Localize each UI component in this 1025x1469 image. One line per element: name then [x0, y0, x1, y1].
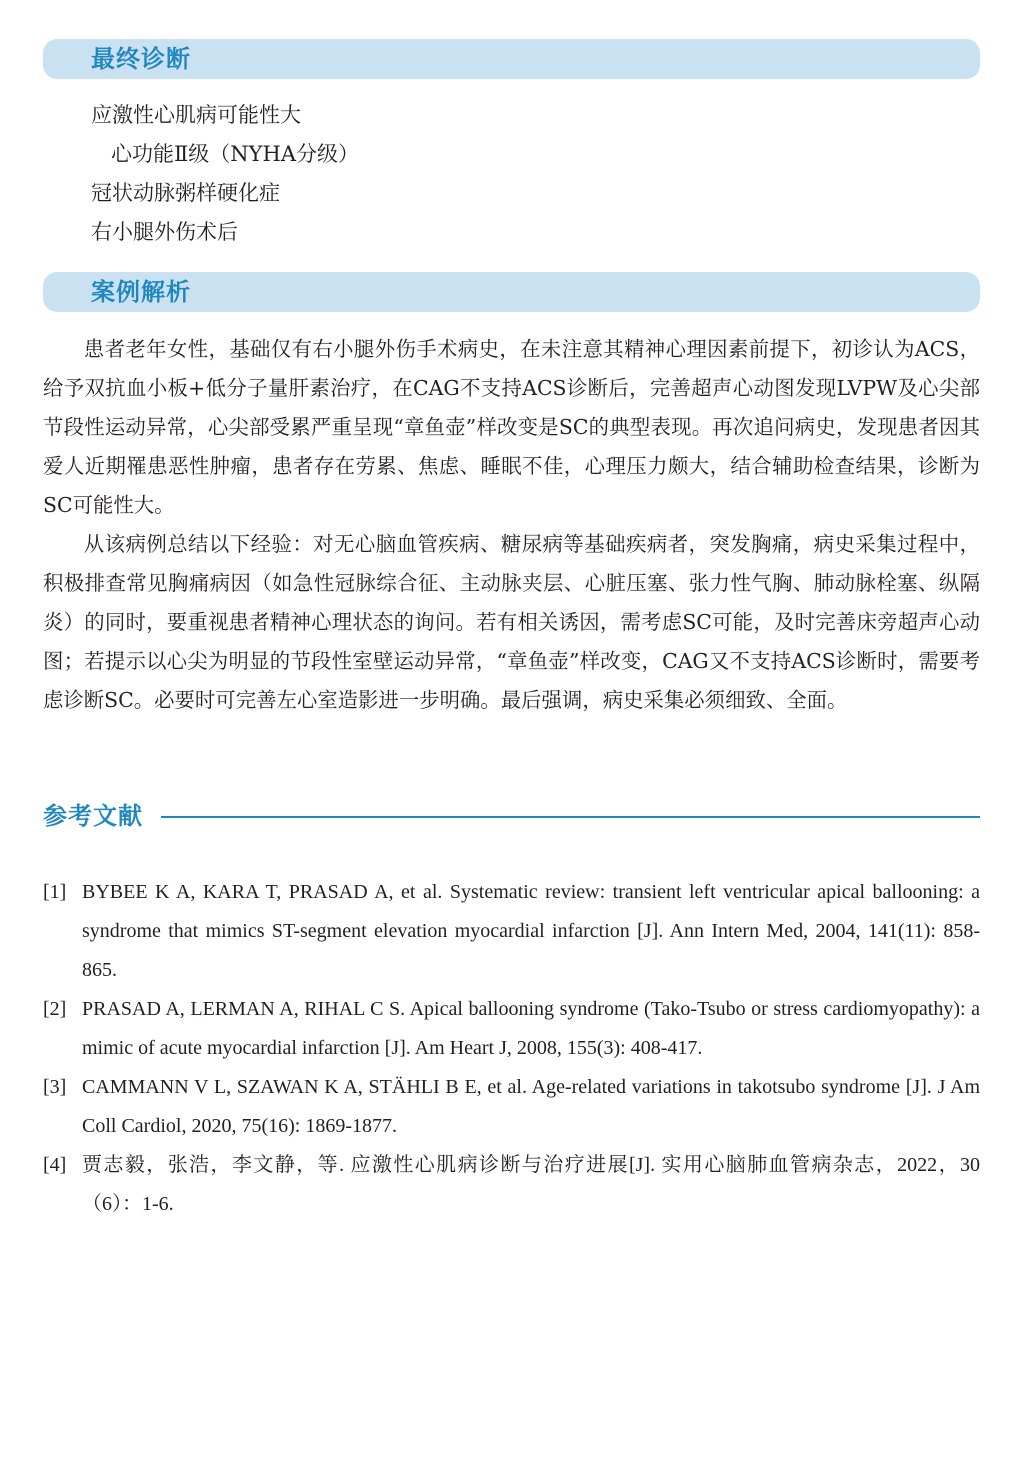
- case-analysis-title: 案例解析: [91, 278, 191, 306]
- reference-item: [43, 1146, 980, 1224]
- final-diagnosis-header: [43, 39, 980, 79]
- analysis-paragraph: 患者老年女性，基础仅有右小腿外伤手术病史，在未注意其精神心理因素前提下，初诊认为ACS，给予双抗血小板+低分子量肝素治疗，在CAG不支持ACS诊断后，完善超声心动图发现LVPW及心尖部节段性运动异常，心尖部受累严重呈现“章鱼壶”样改变是SC的典型表现。再次追问病史，发现患者因其爱人近期罹患恶性肿瘤，患者存在劳累、焦虑、睡眠不佳，心理压力颇大，结合辅助检查结果，诊断为SC可能性大。: [43, 337, 980, 517]
- reference-item: [43, 990, 980, 1068]
- case-analysis-body: [43, 330, 980, 720]
- case-analysis-header: [43, 272, 980, 312]
- reference-item: [43, 873, 980, 990]
- final-diagnosis-list: [91, 96, 359, 252]
- reference-number: [4]: [43, 1154, 67, 1176]
- diagnosis-item: 心功能Ⅱ级（NYHA分级）: [111, 142, 359, 166]
- diagnosis-item: 冠状动脉粥样硬化症: [91, 181, 280, 205]
- analysis-paragraph: 从该病例总结以下经验：对无心脑血管疾病、糖尿病等基础疾病者，突发胸痛，病史采集过程中，积极排查常见胸痛病因（如急性冠脉综合征、主动脉夹层、心脏压塞、张力性气胸、肺动脉栓塞、纵隔炎）的同时，要重视患者精神心理状态的询问。若有相关诱因，需考虑SC可能，及时完善床旁超声心动图；若提示以心尖为明显的节段性室壁运动异常，“章鱼壶”样改变，CAG又不支持ACS诊断时，需要考虑诊断SC。必要时可完善左心室造影进一步明确。最后强调，病史采集必须细致、全面。: [43, 532, 980, 712]
- references-header: [43, 796, 980, 836]
- references-title: 参考文献: [43, 796, 151, 836]
- reference-text: BYBEE K A, KARA T, PRASAD A, et al. Systematic review: transient left ventricular apical ballooning: a syndrome that mimics ST-segment elevation myocardial infarction [J]. Ann Intern Med, 2004, 141(11): 858-865.: [82, 881, 980, 981]
- reference-number: [3]: [43, 1076, 67, 1098]
- reference-number: [2]: [43, 998, 67, 1020]
- final-diagnosis-title: 最终诊断: [91, 45, 191, 73]
- reference-text: CAMMANN V L, SZAWAN K A, STÄHLI B E, et al. Age-related variations in takotsubo syndrome [J]. J Am Coll Cardiol, 2020, 75(16): 1869-1877.: [82, 1076, 980, 1137]
- reference-item: [43, 1068, 980, 1146]
- diagnosis-item: 右小腿外伤术后: [91, 220, 238, 244]
- diagnosis-item: 应激性心肌病可能性大: [91, 103, 301, 127]
- reference-text: 贾志毅，张浩，李文静，等. 应激性心肌病诊断与治疗进展[J]. 实用心脑肺血管病杂志，2022，30（6）：1-6.: [82, 1154, 980, 1215]
- reference-text: PRASAD A, LERMAN A, RIHAL C S. Apical ballooning syndrome (Tako-Tsubo or stress cardiomyopathy): a mimic of acute myocardial infarction [J]. Am Heart J, 2008, 155(3): 408-417.: [82, 998, 980, 1059]
- references-divider: [161, 816, 980, 818]
- reference-number: [1]: [43, 881, 67, 903]
- references-list: [43, 873, 980, 1224]
